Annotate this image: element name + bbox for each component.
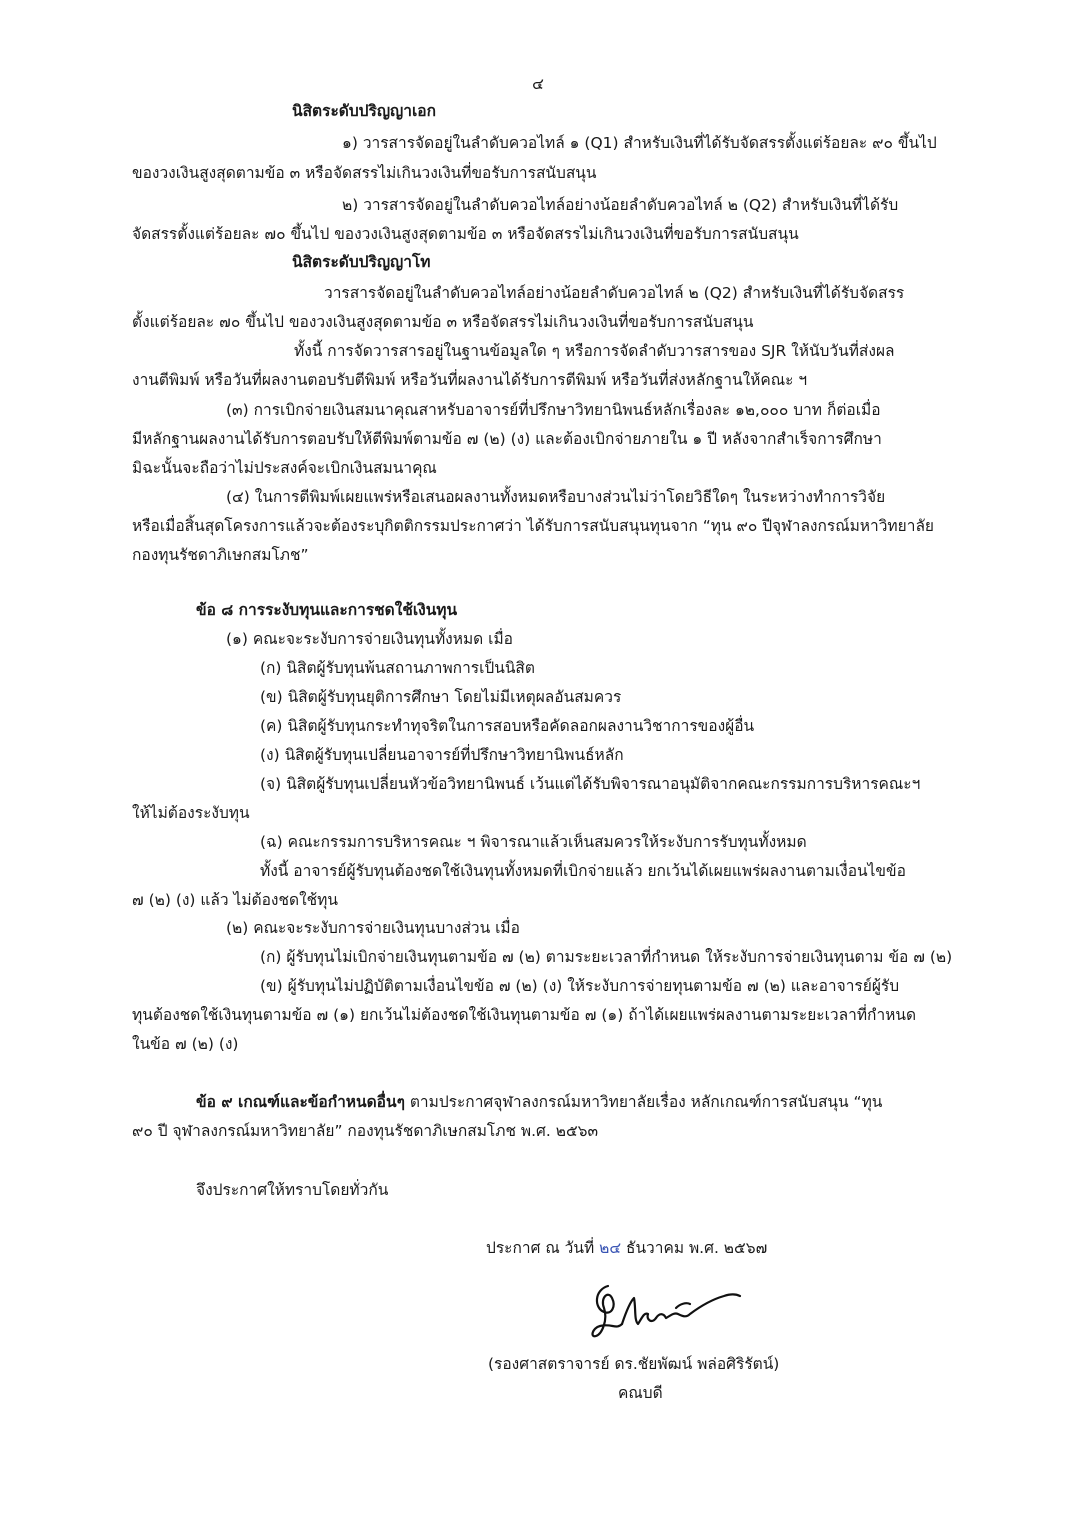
phd-item1-line2: ของวงเงินสูงสุดตามข้อ ๓ หรือจัดสรรไม่เกินวงเงินที่ขอรับการสนับสนุน [132,164,597,182]
para3-line2: มีหลักฐานผลงานได้รับการตอบรับให้ตีพิมพ์ตามข้อ ๗ (๒) (ง) และต้องเบิกจ่ายภายใน ๑ ปี หลังจากสำเร็จการศึกษา [132,430,882,448]
section8-1a: (ก) นิสิตผู้รับทุนพ้นสถานภาพการเป็นนิสิต [260,659,535,677]
section8-1e-line2: ให้ไม่ต้องระงับทุน [132,804,250,822]
date-day: ๒๔ [599,1239,622,1257]
section9-line2: ๙๐ ปี จุฬาลงกรณ์มหาวิทยาลัย” กองทุนรัชดาภิเษกสมโภช พ.ศ. ๒๕๖๓ [132,1122,599,1140]
section8-1c: (ค) นิสิตผู้รับทุนกระทำทุจริตในการสอบหรือคัดลอกผลงานวิชาการของผู้อื่น [260,717,755,735]
para3-line1: (๓) การเบิกจ่ายเงินสมนาคุณสาหรับอาจารย์ที่ปรึกษาวิทยานิพนธ์หลักเรื่องละ ๑๒,๐๐๐ บาท ก็ต่อเมื่อ [226,401,881,419]
section8-1-note-line1: ทั้งนี้ อาจารย์ผู้รับทุนต้องชดใช้เงินทุนทั้งหมดที่เบิกจ่ายแล้ว ยกเว้นได้เผยแพร่ผลงานตามเงื่อนไขข้อ [260,862,906,880]
section8-1d: (ง) นิสิตผู้รับทุนเปลี่ยนอาจารย์ที่ปรึกษาวิทยานิพนธ์หลัก [260,746,624,764]
signer-title: คณบดี [618,1384,663,1402]
phd-heading: นิสิตระดับปริญญาเอก [292,102,436,120]
signer-name: (รองศาสตราจารย์ ดร.ชัยพัฒน์ พล่อศิริรัตน์) [488,1355,780,1373]
section8-1e-line1: (จ) นิสิตผู้รับทุนเปลี่ยนหัวข้อวิทยานิพนธ์ เว้นแต่ได้รับพิจารณาอนุมัติจากคณะกรรมการบริหารคณะฯ [260,775,921,793]
date-prefix: ประกาศ ณ วันที่ [486,1239,600,1257]
section8-1b: (ข) นิสิตผู้รับทุนยุติการศึกษา โดยไม่มีเหตุผลอันสมควร [260,688,622,706]
para3-line3: มิฉะนั้นจะถือว่าไม่ประสงค์จะเบิกเงินสมนาคุณ [132,459,437,477]
section9-line1 [196,1092,882,1112]
section8-1f: (ฉ) คณะกรรมการบริหารคณะ ฯ พิจารณาแล้วเห็นสมควรให้ระงับการรับทุนทั้งหมด [260,833,807,851]
announcement: จึงประกาศให้ทราบโดยทั่วกัน [196,1181,389,1199]
section8-1: (๑) คณะจะระงับการจ่ายเงินทุนทั้งหมด เมื่อ [226,630,513,648]
section8-heading: ข้อ ๘ การระงับทุนและการชดใช้เงินทุน [196,601,458,619]
section9-heading: ข้อ ๙ เกณฑ์และข้อกำหนดอื่นๆ [196,1093,405,1111]
para4-line2: หรือเมื่อสิ้นสุดโครงการแล้วจะต้องระบุกิตติกรรมประกาศว่า ได้รับการสนับสนุนทุนจาก “ทุน ๙๐ ปีจุฬาลงกรณ์มหาวิทยาลัย [132,517,935,535]
section8-2b-line1: (ข) ผู้รับทุนไม่ปฏิบัติตามเงื่อนไขข้อ ๗ (๒) (ง) ให้ระงับการจ่ายทุนตามข้อ ๗ (๒) และอาจารย์ผู้รับ [260,977,900,995]
section8-2b-line2: ทุนต้องชดใช้เงินทุนตามข้อ ๗ (๑) ยกเว้นไม่ต้องชดใช้เงินทุนตามข้อ ๗ (๑) ถ้าได้เผยแพร่ผลงานตามระยะเวลาที่กำหนด [132,1006,917,1024]
ms-heading: นิสิตระดับปริญญาโท [292,253,431,271]
section8-2a: (ก) ผู้รับทุนไม่เบิกจ่ายเงินทุนตามข้อ ๗ (๒) ตามระยะเวลาที่กำหนด ให้ระงับการจ่ายเงินทุนตาม ข้อ ๗ (๒) [260,948,953,966]
ms-line1: วารสารจัดอยู่ในลำดับควอไทล์อย่างน้อยลำดับควอไทล์ ๒ (Q2) สำหรับเงินที่ได้รับจัดสรร [324,284,905,302]
ms-line2: ตั้งแต่ร้อยละ ๗๐ ขึ้นไป ของวงเงินสูงสุดตามข้อ ๓ หรือจัดสรรไม่เกินวงเงินที่ขอรับการสนับสนุน [132,313,754,331]
phd-item1-line1: ๑) วารสารจัดอยู่ในลำดับควอไทล์ ๑ (Q1) สำหรับเงินที่ได้รับจัดสรรตั้งแต่ร้อยละ ๙๐ ขึ้นไป [342,134,937,152]
section8-2b-line3: ในข้อ ๗ (๒) (ง) [132,1035,239,1053]
date-suffix: ธันวาคม พ.ศ. ๒๕๖๗ [621,1239,768,1257]
announcement-date [486,1238,767,1258]
signature [586,1268,746,1348]
section8-1-note-line2: ๗ (๒) (ง) แล้ว ไม่ต้องชดใช้ทุน [132,891,338,909]
page-number: ๔ [532,75,544,93]
section8-2: (๒) คณะจะระงับการจ่ายเงินทุนบางส่วน เมื่อ [226,919,520,937]
note-line2: งานตีพิมพ์ หรือวันที่ผลงานตอบรับตีพิมพ์ หรือวันที่ผลงานได้รับการตีพิมพ์ หรือวันที่ส่งหลักฐานให้คณะ ฯ [132,371,808,389]
para4-line1: (๔) ในการตีพิมพ์เผยแพร่หรือเสนอผลงานทั้งหมดหรือบางส่วนไม่ว่าโดยวิธีใดๆ ในระหว่างทำการวิจัย [226,488,886,506]
phd-item2-line1: ๒) วารสารจัดอยู่ในลำดับควอไทล์อย่างน้อยลำดับควอไทล์ ๒ (Q2) สำหรับเงินที่ได้รับ [342,196,899,214]
note-line1: ทั้งนี้ การจัดวารสารอยู่ในฐานข้อมูลใด ๆ หรือการจัดลำดับวารสารของ SJR ให้นับวันที่ส่งผล [294,342,895,360]
section9-line1-text: ตามประกาศจุฬาลงกรณ์มหาวิทยาลัยเรื่อง หลักเกณฑ์การสนับสนุน “ทุน [404,1093,883,1111]
para4-line3: กองทุนรัชดาภิเษกสมโภช” [132,546,309,564]
phd-item2-line2: จัดสรรตั้งแต่ร้อยละ ๗๐ ขึ้นไป ของวงเงินสูงสุดตามข้อ ๓ หรือจัดสรรไม่เกินวงเงินที่ขอรับการสนับสนุน [132,225,799,243]
